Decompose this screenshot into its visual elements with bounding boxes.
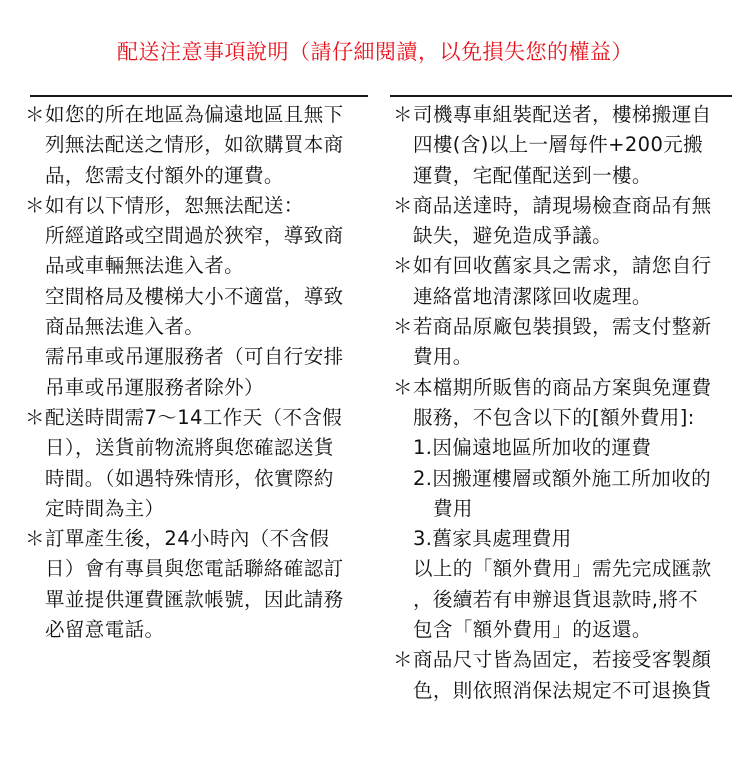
- continuation-line: [393, 342, 743, 372]
- notice-text: 四樓(含)以上一層每件+200元搬: [413, 133, 704, 157]
- notice-text: 1.因偏遠地區所加收的運費: [413, 436, 652, 460]
- right-divider: [390, 95, 732, 97]
- continuation-line: [25, 464, 370, 494]
- notice-text: 包含「額外費用」的返還。: [413, 618, 652, 642]
- notice-text: 品或車輛無法進入者。: [45, 254, 245, 278]
- bullet-asterisk-icon: ＊: [25, 527, 45, 551]
- continuation-line: [25, 615, 370, 645]
- continuation-line: [393, 433, 743, 463]
- bullet-asterisk-icon: ＊: [25, 103, 45, 126]
- notice-text: 色，則依照消保法規定不可退換貨: [413, 678, 712, 702]
- notice-text: 日）會有專員與您電話聯絡確認訂: [45, 557, 344, 581]
- notice-text: 列無法配送之情形，如欲購買本商: [45, 133, 344, 157]
- continuation-line: [25, 221, 370, 251]
- page-title: 配送注意事項說明（請仔細閱讀，以免損失您的權益）: [117, 40, 633, 64]
- bullet-asterisk-icon: ＊: [393, 103, 413, 126]
- bullet-asterisk-icon: ＊: [393, 254, 413, 278]
- continuation-line: [25, 312, 370, 342]
- left-notice-column: [25, 100, 370, 645]
- notice-text: 3.舊家具處理費用: [413, 527, 572, 551]
- continuation-line: [393, 130, 743, 160]
- continuation-line: [393, 676, 743, 706]
- continuation-line: [25, 282, 370, 312]
- continuation-line: [393, 554, 743, 584]
- right-notice-column: [393, 100, 743, 706]
- bullet-line: [25, 524, 370, 554]
- bullet-line: [393, 191, 743, 221]
- notice-text: 商品無法進入者。: [45, 315, 205, 339]
- notice-text: 單並提供運費匯款帳號，因此請務: [45, 587, 344, 611]
- continuation-line: [393, 282, 743, 312]
- notice-text: 如您的所在地區為偏遠地區且無下: [45, 103, 344, 126]
- notice-text: 如有以下情形，恕無法配送：: [45, 193, 304, 217]
- notice-text: 所經道路或空間過於狹窄，導致商: [45, 224, 344, 248]
- notice-text: 費用。: [413, 345, 473, 369]
- notice-text: 空間格局及樓梯大小不適當，導致: [45, 284, 344, 308]
- notice-text: 如有回收舊家具之需求，請您自行: [413, 254, 712, 278]
- notice-text: 吊車或吊運服務者除外）: [45, 375, 264, 399]
- notice-text: 以上的「額外費用」需先完成匯款: [413, 557, 712, 581]
- bullet-asterisk-icon: ＊: [393, 193, 413, 217]
- bullet-line: [393, 645, 743, 675]
- continuation-line: [25, 433, 370, 463]
- notice-text: 需吊車或吊運服務者（可自行安排: [45, 345, 344, 369]
- notice-text: 商品尺寸皆為固定，若接受客製顏: [413, 648, 712, 672]
- left-divider: [30, 95, 368, 97]
- bullet-asterisk-icon: ＊: [25, 193, 45, 217]
- bullet-line: [25, 403, 370, 433]
- notice-text: 運費，宅配僅配送到一樓。: [413, 163, 652, 187]
- notice-text: 2.因搬運樓層或額外施工所加收的: [413, 466, 712, 490]
- continuation-line: [25, 494, 370, 524]
- bullet-line: [393, 373, 743, 403]
- bullet-asterisk-icon: ＊: [393, 315, 413, 339]
- notice-text: 訂單產生後，24小時內（不含假: [45, 527, 330, 551]
- continuation-line: [25, 130, 370, 160]
- continuation-line: [25, 342, 370, 372]
- bullet-asterisk-icon: ＊: [393, 375, 413, 399]
- notice-text: 日），送貨前物流將與您確認送貨: [45, 436, 334, 460]
- continuation-line: [393, 161, 743, 191]
- notice-text: 商品送達時，請現場檢查商品有無: [413, 193, 712, 217]
- notice-text: 本檔期所販售的商品方案與免運費: [413, 375, 712, 399]
- notice-text: 必留意電話。: [45, 618, 165, 642]
- continuation-line: [25, 585, 370, 615]
- notice-text: 品，您需支付額外的運費。: [45, 163, 284, 187]
- notice-text: 服務，不包含以下的[額外費用]:: [413, 405, 695, 429]
- bullet-line: [393, 251, 743, 281]
- bullet-line: [25, 100, 370, 130]
- continuation-line: [25, 373, 370, 403]
- continuation-line: [393, 524, 743, 554]
- continuation-line: [393, 221, 743, 251]
- bullet-asterisk-icon: ＊: [393, 648, 413, 672]
- continuation-line: [393, 615, 743, 645]
- continuation-line: [25, 161, 370, 191]
- continuation-line: [393, 464, 743, 494]
- continuation-line: [393, 494, 743, 524]
- notice-text: 連絡當地清潔隊回收處理。: [413, 284, 652, 308]
- continuation-line: [25, 554, 370, 584]
- bullet-asterisk-icon: ＊: [25, 405, 45, 429]
- notice-text: 配送時間需7～14工作天（不含假: [45, 405, 343, 429]
- notice-text: 司機專車組裝配送者，樓梯搬運自: [413, 103, 712, 126]
- notice-text: 費用: [433, 496, 473, 520]
- notice-text: ，後續若有申辦退貨退款時,將不: [413, 587, 699, 611]
- notice-text: 缺失，避免造成爭議。: [413, 224, 613, 248]
- bullet-line: [393, 312, 743, 342]
- notice-text: 若商品原廠包裝損毀，需支付整新: [413, 315, 712, 339]
- continuation-line: [25, 251, 370, 281]
- notice-text: 定時間為主）: [45, 496, 165, 520]
- continuation-line: [393, 585, 743, 615]
- bullet-line: [393, 100, 743, 130]
- bullet-line: [25, 191, 370, 221]
- notice-text: 時間。（如遇特殊情形，依實際約: [45, 466, 334, 490]
- continuation-line: [393, 403, 743, 433]
